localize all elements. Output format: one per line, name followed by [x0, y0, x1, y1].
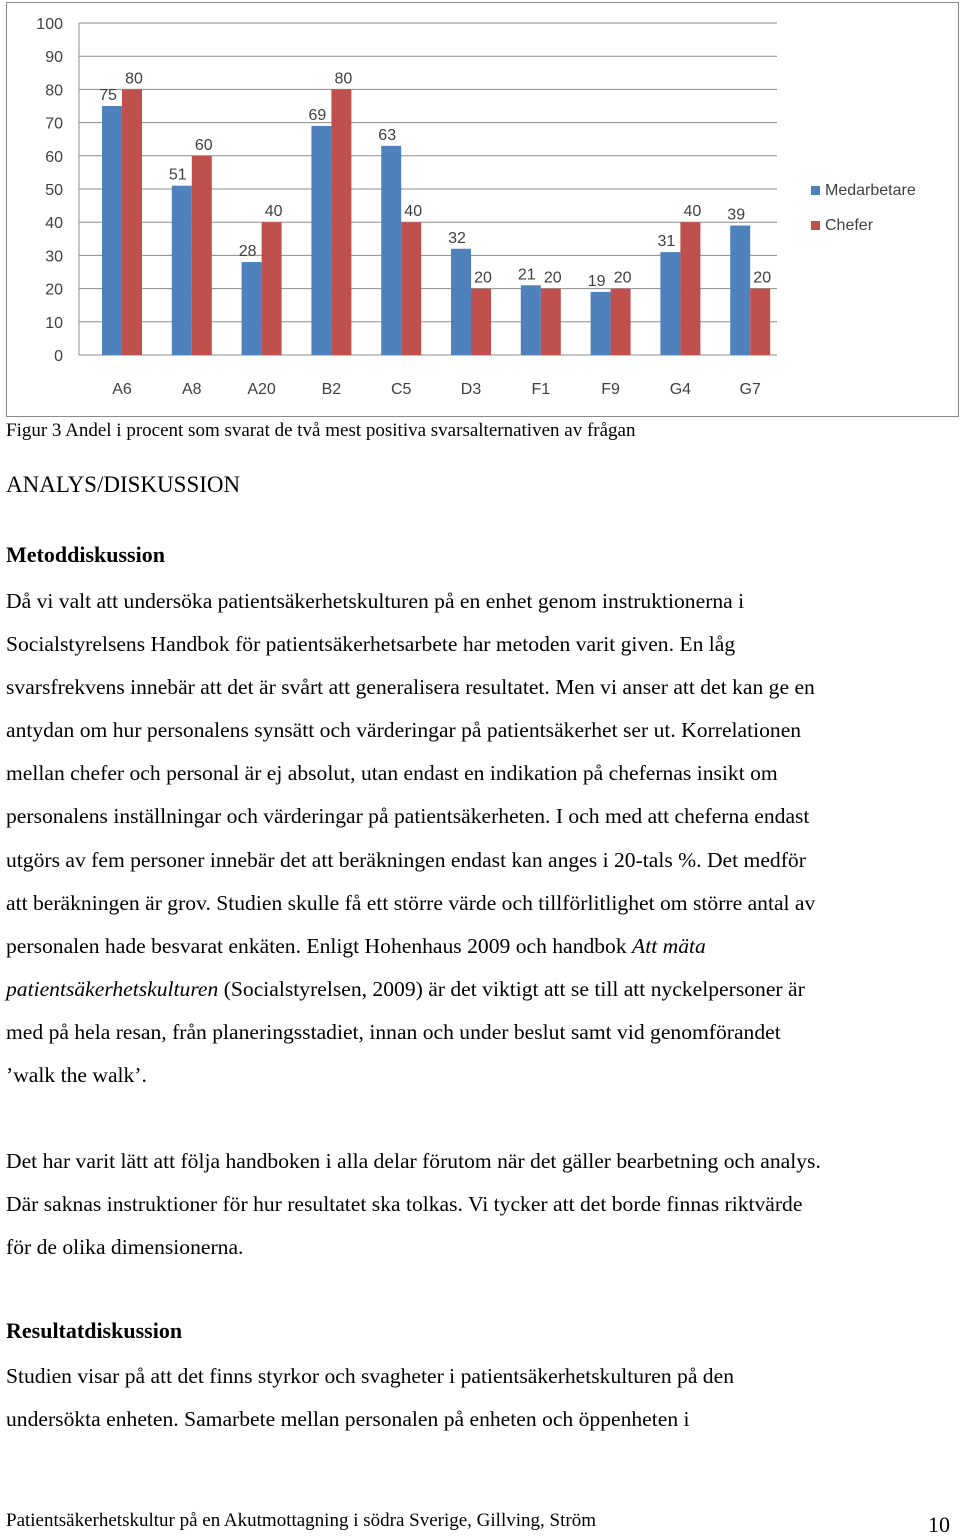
y-tick-label: 50 [45, 182, 63, 199]
x-tick-label: A8 [182, 381, 202, 398]
bar-chefer-G7 [750, 289, 770, 355]
text-line: utgörs av fem personer innebär det att beräkningen endast kan anges i 20-tals %. Det medför [6, 847, 806, 872]
bar-chefer-A6 [122, 89, 142, 355]
bar-medarbetare-G7 [730, 226, 750, 355]
text-line: för de olika dimensionerna. [6, 1235, 244, 1260]
data-label: 19 [587, 272, 606, 290]
y-tick-label: 60 [45, 148, 63, 166]
text-line: personalens inställningar och värderingar på patientsäkerheten. I och med att cheferna endast [6, 804, 810, 829]
data-label: 75 [99, 87, 117, 104]
data-label: 69 [308, 106, 327, 124]
y-tick-label: 80 [45, 82, 63, 100]
data-label: 20 [613, 269, 632, 287]
x-tick-label: D3 [460, 381, 482, 398]
data-label: 63 [378, 126, 397, 144]
y-tick-label: 40 [45, 215, 63, 233]
data-label: 32 [448, 229, 466, 247]
paragraph-metoddiskussion [6, 580, 956, 1097]
bar-medarbetare-B2 [311, 126, 331, 355]
bar-medarbetare-D3 [451, 249, 471, 355]
data-label: 21 [517, 266, 536, 284]
x-axis-ticks [112, 381, 761, 398]
text-line: med på hela resan, från planeringsstadiet, innan och under beslut samt vid genomförandet [6, 1019, 781, 1044]
bar-chefer-F9 [611, 289, 631, 355]
data-label: 40 [264, 203, 283, 221]
text-line [6, 968, 956, 1011]
bar-chefer-B2 [331, 89, 351, 355]
data-label: 40 [683, 203, 702, 221]
bar-medarbetare-A6 [102, 106, 122, 355]
legend-swatch [811, 186, 820, 195]
legend-label: Chefer [825, 217, 874, 234]
figure-caption: Figur 3 Andel i procent som svarat de två mest positiva svarsalternativen av frågan [6, 420, 636, 441]
data-label: 51 [168, 166, 187, 184]
data-label: 40 [404, 203, 423, 221]
x-tick-label: F1 [531, 381, 551, 398]
bar-medarbetare-C5 [381, 146, 401, 355]
data-label: 60 [194, 136, 213, 154]
data-label: 80 [125, 70, 143, 88]
bar-chart-figure [6, 2, 959, 417]
data-label: 39 [727, 206, 746, 224]
y-tick-label: 90 [45, 49, 63, 67]
x-tick-label: G7 [739, 381, 761, 398]
y-tick-label: 70 [45, 115, 63, 133]
page-number: 10 [928, 1512, 950, 1537]
text-line: Då vi valt att undersöka patientsäkerhetskulturen på en enhet genom instruktionerna i [6, 589, 745, 613]
bar-chart [7, 3, 958, 416]
paragraph-handbok [6, 1140, 956, 1269]
x-tick-label: A6 [112, 381, 132, 398]
text-line: Där saknas instruktioner för hur resultatet ska tolkas. Vi tycker att det borde finnas riktvärde [6, 1192, 803, 1217]
legend-swatch [811, 221, 820, 230]
bar-medarbetare-F1 [521, 285, 541, 355]
bar-chefer-A8 [192, 156, 212, 355]
bar-medarbetare-G4 [660, 252, 680, 355]
text-line: svarsfrekvens innebär att det är svårt att generalisera resultatet. Men vi anser att det kan ge en [6, 675, 815, 700]
y-axis-ticks [36, 16, 63, 365]
bar-chefer-A20 [262, 222, 282, 355]
legend-label: Medarbetare [825, 182, 916, 199]
text-line: mellan chefer och personal är ej absolut, utan endast en indikation på chefernas insikt om [6, 761, 778, 786]
text-run: (Socialstyrelsen, 2009) är det viktigt att se till att nyckelpersoner är [218, 976, 805, 1001]
data-label: 80 [334, 70, 353, 88]
page-footer: Patientsäkerhetskultur på en Akutmottagning i södra Sverige, Gillving, Ström [6, 1510, 596, 1531]
y-tick-label: 0 [54, 348, 63, 365]
data-label: 31 [657, 233, 676, 251]
bar-medarbetare-A20 [242, 262, 262, 355]
data-label: 20 [474, 269, 492, 287]
book-title: Att mäta [632, 933, 706, 958]
text-line [6, 925, 956, 968]
text-run: personalen hade besvarat enkäten. Enligt Hohenhaus 2009 och handbok [6, 933, 627, 958]
x-tick-label: A20 [247, 381, 276, 398]
y-tick-label: 30 [45, 248, 63, 266]
y-tick-label: 20 [45, 281, 63, 299]
section-heading-analys: ANALYS/DISKUSSION [6, 472, 241, 497]
chart-legend [811, 182, 916, 234]
text-line: antydan om hur personalens synsätt och värderingar på patientsäkerhet ser ut. Korrelationen [6, 718, 802, 743]
data-label: 20 [753, 269, 772, 287]
x-tick-label: C5 [390, 381, 412, 398]
subheading-metoddiskussion: Metoddiskussion [6, 542, 165, 567]
text-line: Det har varit lätt att följa handboken i alla delar förutom när det gäller bearbetning och analys. [6, 1149, 821, 1173]
subheading-resultatdiskussion: Resultatdiskussion [6, 1318, 183, 1343]
bar-chefer-G4 [680, 222, 700, 355]
text-line: Socialstyrelsens Handbok för patientsäkerhetsarbete har metoden varit given. En låg [6, 632, 736, 657]
book-title: patientsäkerhetskulturen [6, 976, 219, 1001]
bar-chefer-F1 [541, 289, 561, 355]
data-label: 20 [543, 269, 562, 287]
bar-medarbetare-F9 [591, 292, 611, 355]
bar-medarbetare-A8 [172, 186, 192, 355]
text-line: ’walk the walk’. [6, 1063, 147, 1088]
x-tick-label: G4 [669, 381, 692, 398]
paragraph-resultatdiskussion [6, 1355, 956, 1441]
data-label: 28 [238, 243, 257, 261]
y-tick-label: 10 [45, 314, 63, 332]
text-line: undersökta enheten. Samarbete mellan personalen på enheten och öppenheten i [6, 1407, 690, 1432]
text-line: att beräkningen är grov. Studien skulle få ett större värde och tillförlitlighet om större antal av [6, 890, 816, 915]
bar-chefer-D3 [471, 289, 491, 355]
x-tick-label: B2 [321, 381, 342, 398]
text-line: Studien visar på att det finns styrkor och svagheter i patientsäkerhetskulturen på den [6, 1364, 734, 1388]
x-tick-label: F9 [601, 381, 620, 398]
bar-chefer-C5 [401, 222, 421, 355]
y-tick-label: 100 [36, 16, 63, 33]
